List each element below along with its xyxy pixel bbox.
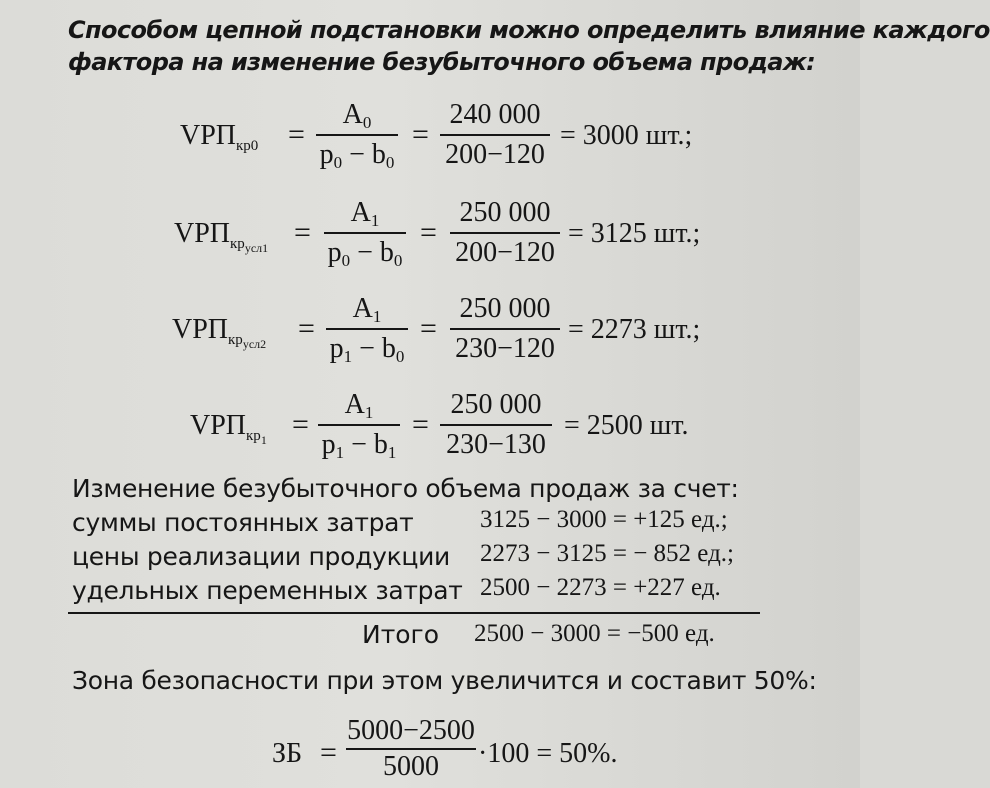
change-row-label: удельных переменных затрат bbox=[72, 576, 463, 605]
fraction-numeric: 240 000 200−120 bbox=[440, 96, 550, 174]
formula-result: = 3125 шт.; bbox=[568, 218, 701, 249]
formula-lhs: $VРП_{кр0}$ bbox=[180, 120, 259, 154]
fraction-numeric: 250 000 230−130 bbox=[440, 386, 552, 464]
equals-sign: = bbox=[412, 118, 429, 151]
safety-text: Зона безопасности при этом увеличится и составит 50%: bbox=[72, 666, 817, 695]
formula-lhs: $VРП_{кр_{усл1}}$ bbox=[174, 218, 269, 255]
fraction-symbolic: $A_0$ $p_0 - b_0$ bbox=[316, 96, 398, 174]
equals-sign: = bbox=[294, 216, 311, 249]
change-row-calc: 2273 − 3125 = − 852 ед.; bbox=[480, 540, 734, 567]
total-label: Итого bbox=[362, 620, 439, 649]
equals-sign: = bbox=[420, 216, 437, 249]
fraction-symbolic: $A_1$ $p_0 - b_0$ bbox=[324, 194, 406, 272]
fraction-numeric: 250 000 200−120 bbox=[450, 194, 560, 272]
equals-sign: = bbox=[412, 408, 429, 441]
formula-lhs: $VРП_{кр_{усл2}}$ bbox=[172, 314, 267, 351]
fraction-symbolic: $A_1$ $p_1 - b_0$ bbox=[326, 290, 408, 368]
fraction-numeric: 250 000 230−120 bbox=[450, 290, 560, 368]
formula-vrp-kr-usl2 bbox=[0, 290, 860, 370]
change-row-label: цены реализации продукции bbox=[72, 542, 450, 571]
total-calc: 2500 − 3000 = −500 ед. bbox=[474, 620, 715, 647]
formula-lhs: $VРП_{кр_1}$ bbox=[190, 410, 267, 447]
change-row-calc: 3125 − 3000 = +125 ед.; bbox=[480, 506, 728, 533]
intro-paragraph bbox=[68, 14, 990, 78]
equals-sign: = bbox=[288, 118, 305, 151]
intro-line-1: Способом цепной подстановки можно определить влияние каждого bbox=[68, 16, 990, 44]
fraction-numeric: 5000−2500 5000 bbox=[347, 715, 475, 782]
formula-lhs: ЗБ bbox=[272, 738, 303, 769]
formula-result: = 2273 шт.; bbox=[568, 314, 701, 345]
formula-result: = 3000 шт.; bbox=[560, 120, 693, 151]
change-row-label: суммы постоянных затрат bbox=[72, 508, 414, 537]
formula-vrp-kr1 bbox=[0, 386, 860, 466]
change-row-calc: 2500 − 2273 = +227 ед. bbox=[480, 574, 721, 601]
total-divider bbox=[68, 612, 760, 614]
equals-sign: = bbox=[320, 736, 337, 769]
intro-line-2: фактора на изменение безубыточного объема продаж: bbox=[68, 48, 816, 76]
formula-safety-zone bbox=[0, 714, 860, 788]
equals-sign: = bbox=[298, 312, 315, 345]
formula-vrp-kr-usl1 bbox=[0, 194, 860, 274]
formula-vrp-kr0 bbox=[0, 96, 860, 176]
formula-result: = 2500 шт. bbox=[564, 410, 689, 441]
change-heading: Изменение безубыточного объема продаж за счет: bbox=[72, 474, 739, 503]
equals-sign: = bbox=[292, 408, 309, 441]
fraction-symbolic: $A_1$ $p_1 - b_1$ bbox=[318, 386, 400, 464]
formula-result: ·100 = 50%. bbox=[478, 738, 618, 769]
equals-sign: = bbox=[420, 312, 437, 345]
